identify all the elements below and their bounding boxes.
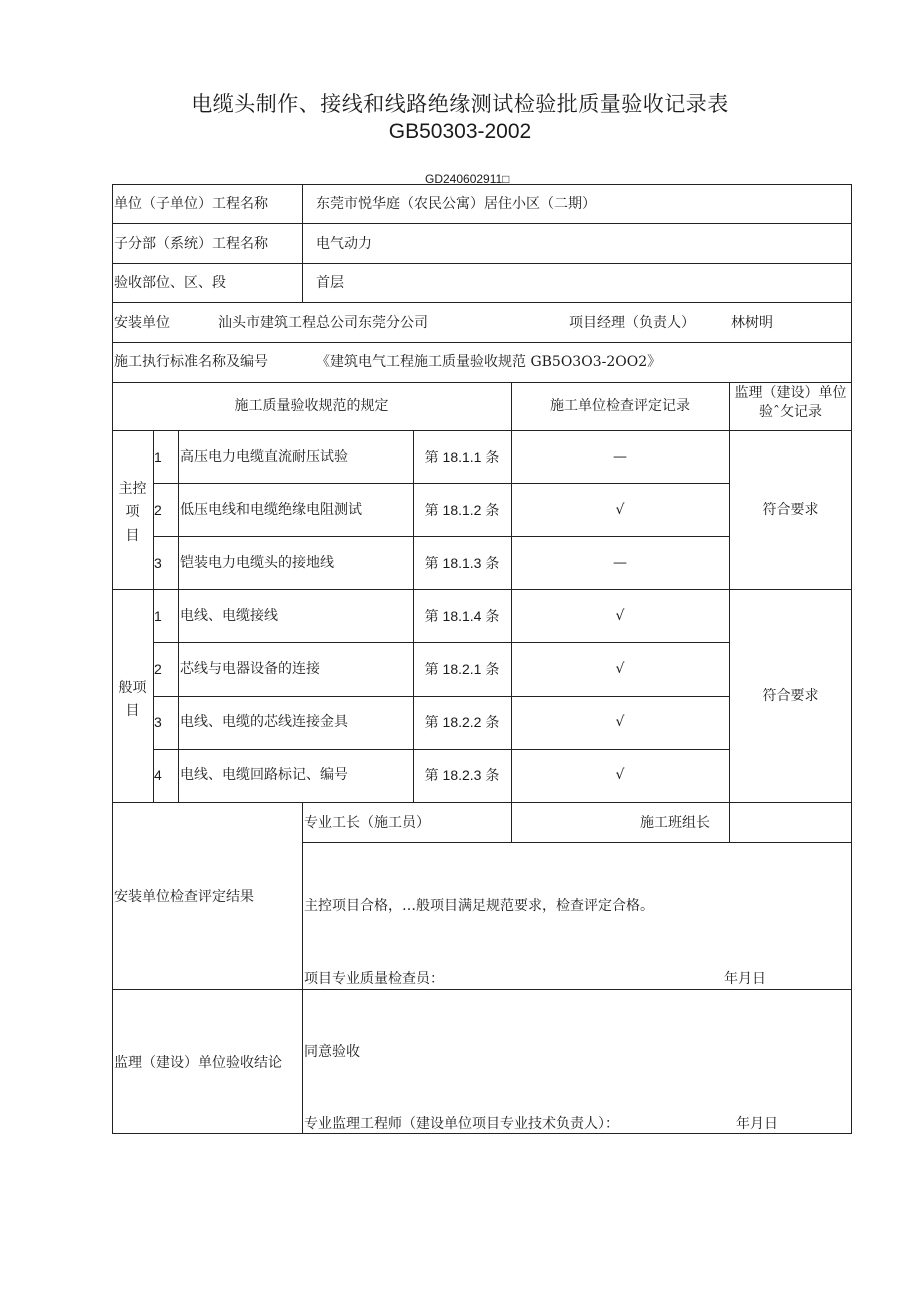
installer-check-result: 主控项目合格，…般项目满足规范要求，检查评定合格。 — [304, 898, 654, 914]
row-divider — [112, 302, 852, 303]
row-divider — [302, 842, 852, 843]
standard-code: GB50303-2002 — [388, 120, 532, 143]
subproject-name-label: 子分部（系统）工程名称 — [114, 236, 268, 252]
item-clause: 第 18.1.3 条 — [424, 555, 500, 571]
project-name-label: 单位（子单位）工程名称 — [114, 196, 268, 212]
item-description: 电线、电缆接线 — [180, 608, 278, 624]
standard-label: 施工执行标准名称及编号 — [114, 354, 268, 370]
item-number: 4 — [154, 767, 162, 783]
installer-check-label: 安装单位检查评定结果 — [114, 889, 254, 905]
item-number: 1 — [154, 449, 162, 465]
row-divider — [153, 483, 729, 484]
subproject-name-value: 电气动力 — [316, 236, 372, 252]
row-divider — [112, 342, 852, 343]
row-divider — [112, 989, 852, 990]
item-description: 电线、电缆的芯线连接金具 — [180, 714, 348, 730]
spec-column-header: 施工质量验收规范的规定 — [234, 398, 389, 414]
location-value: 首层 — [316, 275, 344, 291]
item-clause: 第 18.2.1 条 — [424, 661, 500, 677]
supervision-label: 监理（建设）单位验收结论 — [114, 1055, 282, 1071]
item-clause: 第 18.2.3 条 — [424, 767, 500, 783]
standard-value: 《建筑电气工程施工质量验收规范 GB5O3O3-2OO2》 — [316, 354, 662, 370]
item-number: 3 — [154, 555, 162, 571]
item-number: 3 — [154, 714, 162, 730]
row-divider — [153, 749, 729, 750]
row-divider — [112, 802, 852, 803]
item-clause: 第 18.1.2 条 — [424, 502, 500, 518]
item-description: 高压电力电缆直流耐压试验 — [180, 449, 348, 465]
column-divider — [302, 184, 303, 302]
document-number: GD240602911□ — [425, 172, 510, 186]
team-leader-label: 施工班组长 — [640, 815, 710, 831]
item-result: √ — [615, 714, 625, 730]
general-items-label: 般项 — [118, 680, 147, 696]
item-number: 2 — [154, 502, 162, 518]
item-description: 铠装电力电缆头的接地线 — [180, 555, 334, 571]
main-items-label-line3: 目 — [125, 528, 140, 544]
row-divider — [153, 536, 729, 537]
installer-check-date: 年月日 — [724, 971, 766, 987]
main-items-label: 主控 — [118, 481, 147, 497]
project-manager-label: 项目经理（负责人） — [569, 315, 695, 331]
row-divider — [153, 696, 729, 697]
row-divider — [112, 263, 852, 264]
row-divider — [112, 589, 852, 590]
location-label: 验收部位、区、段 — [114, 275, 226, 291]
row-divider — [112, 223, 852, 224]
item-result: √ — [615, 608, 625, 624]
project-name-value: 东莞市悦华庭（农民公寓）居住小区（二期） — [316, 196, 596, 212]
item-result: — — [613, 449, 627, 465]
item-result: √ — [615, 767, 625, 783]
row-divider — [153, 642, 729, 643]
construction-column-header: 施工单位检查评定记录 — [550, 398, 690, 414]
column-divider — [511, 802, 512, 842]
supervision-result: 同意验收 — [304, 1044, 360, 1060]
form-title: 电缆头制作、接线和线路绝缘测试检验批质量验收记录表 — [191, 92, 729, 116]
main-items-label-line2: 项 — [125, 504, 140, 520]
general-items-conclusion: 符合要求 — [762, 688, 819, 704]
main-items-conclusion: 符合要求 — [762, 502, 819, 518]
item-number: 2 — [154, 661, 162, 677]
installer-label: 安装单位 — [114, 315, 170, 331]
supervision-column-header: 监理（建设）单位 — [734, 385, 847, 401]
item-description: 电线、电缆回路标记、编号 — [180, 767, 348, 783]
column-divider — [729, 802, 730, 842]
item-description: 低压电线和电缆绝缘电阻测试 — [180, 502, 362, 518]
column-divider — [729, 382, 730, 802]
item-description: 芯线与电器设备的连接 — [180, 661, 320, 677]
column-divider — [511, 382, 512, 802]
item-clause: 第 18.1.1 条 — [424, 449, 500, 465]
project-manager-value: 林树明 — [731, 315, 773, 331]
item-number: 1 — [154, 608, 162, 624]
supervision-column-header-line2: 验ˆ攵记录 — [759, 404, 822, 420]
column-divider — [178, 430, 179, 802]
column-divider — [302, 802, 303, 1134]
foreman-label: 专业工长（施工员） — [304, 815, 430, 831]
row-divider — [112, 430, 852, 431]
supervising-engineer-label: 专业监理工程师（建设单位项目专业技术负责人）： — [304, 1116, 619, 1132]
quality-inspector-label: 项目专业质量检查员： — [304, 971, 444, 987]
general-items-label-line2: 目 — [125, 703, 140, 719]
item-clause: 第 18.1.4 条 — [424, 608, 500, 624]
item-result: √ — [615, 661, 625, 677]
item-result: — — [613, 555, 627, 571]
item-clause: 第 18.2.2 条 — [424, 714, 500, 730]
installer-value: 汕头市建筑工程总公司东莞分公司 — [218, 315, 428, 331]
item-result: √ — [615, 502, 625, 518]
supervision-date: 年月日 — [736, 1116, 778, 1132]
